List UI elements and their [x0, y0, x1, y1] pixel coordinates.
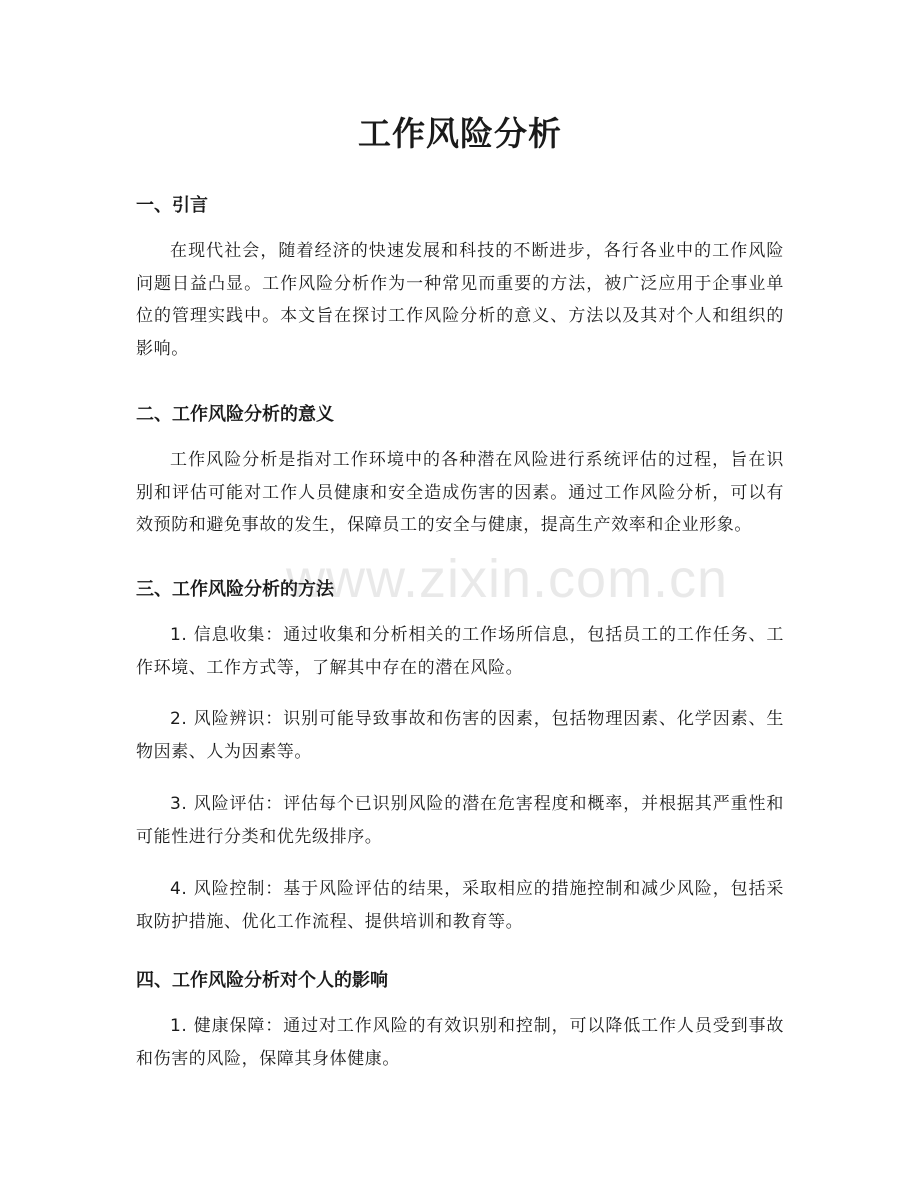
- list-item-method-1: 1. 信息收集：通过收集和分析相关的工作场所信息，包括员工的工作任务、工作环境、工作方式等，了解其中存在的潜在风险。: [136, 625, 784, 678]
- section-heading-introduction: 一、引言: [136, 195, 208, 216]
- document-title: 工作风险分析: [358, 114, 562, 153]
- list-item-method-3: 3. 风险评估：评估每个已识别风险的潜在危害程度和概率，并根据其严重性和可能性进行分类和优先级排序。: [136, 794, 784, 847]
- paragraph-significance: 工作风险分析是指对工作环境中的各种潜在风险进行系统评估的过程，旨在识别和评估可能对工作人员健康和安全造成伤害的因素。通过工作风险分析，可以有效预防和避免事故的发生，保障员工的安全与健康，提高生产效率和企业形象。: [136, 450, 784, 535]
- paragraph-introduction: 在现代社会，随着经济的快速发展和科技的不断进步，各行各业中的工作风险问题日益凸显。工作风险分析作为一种常见而重要的方法，被广泛应用于企事业单位的管理实践中。本文旨在探讨工作风险分析的意义、方法以及其对个人和组织的影响。: [136, 241, 784, 359]
- section-heading-significance: 二、工作风险分析的意义: [136, 404, 334, 425]
- list-item-method-4: 4. 风险控制：基于风险评估的结果，采取相应的措施控制和减少风险，包括采取防护措施、优化工作流程、提供培训和教育等。: [136, 879, 784, 932]
- list-item-impact-1: 1. 健康保障：通过对工作风险的有效识别和控制，可以降低工作人员受到事故和伤害的风险，保障其身体健康。: [136, 1016, 784, 1069]
- section-heading-methods: 三、工作风险分析的方法: [136, 579, 334, 600]
- watermark-text: www.zixin.com.cn: [286, 549, 729, 609]
- section-heading-personal-impact: 四、工作风险分析对个人的影响: [136, 970, 388, 991]
- list-item-method-2: 2. 风险辨识：识别可能导致事故和伤害的因素，包括物理因素、化学因素、生物因素、人为因素等。: [136, 709, 784, 762]
